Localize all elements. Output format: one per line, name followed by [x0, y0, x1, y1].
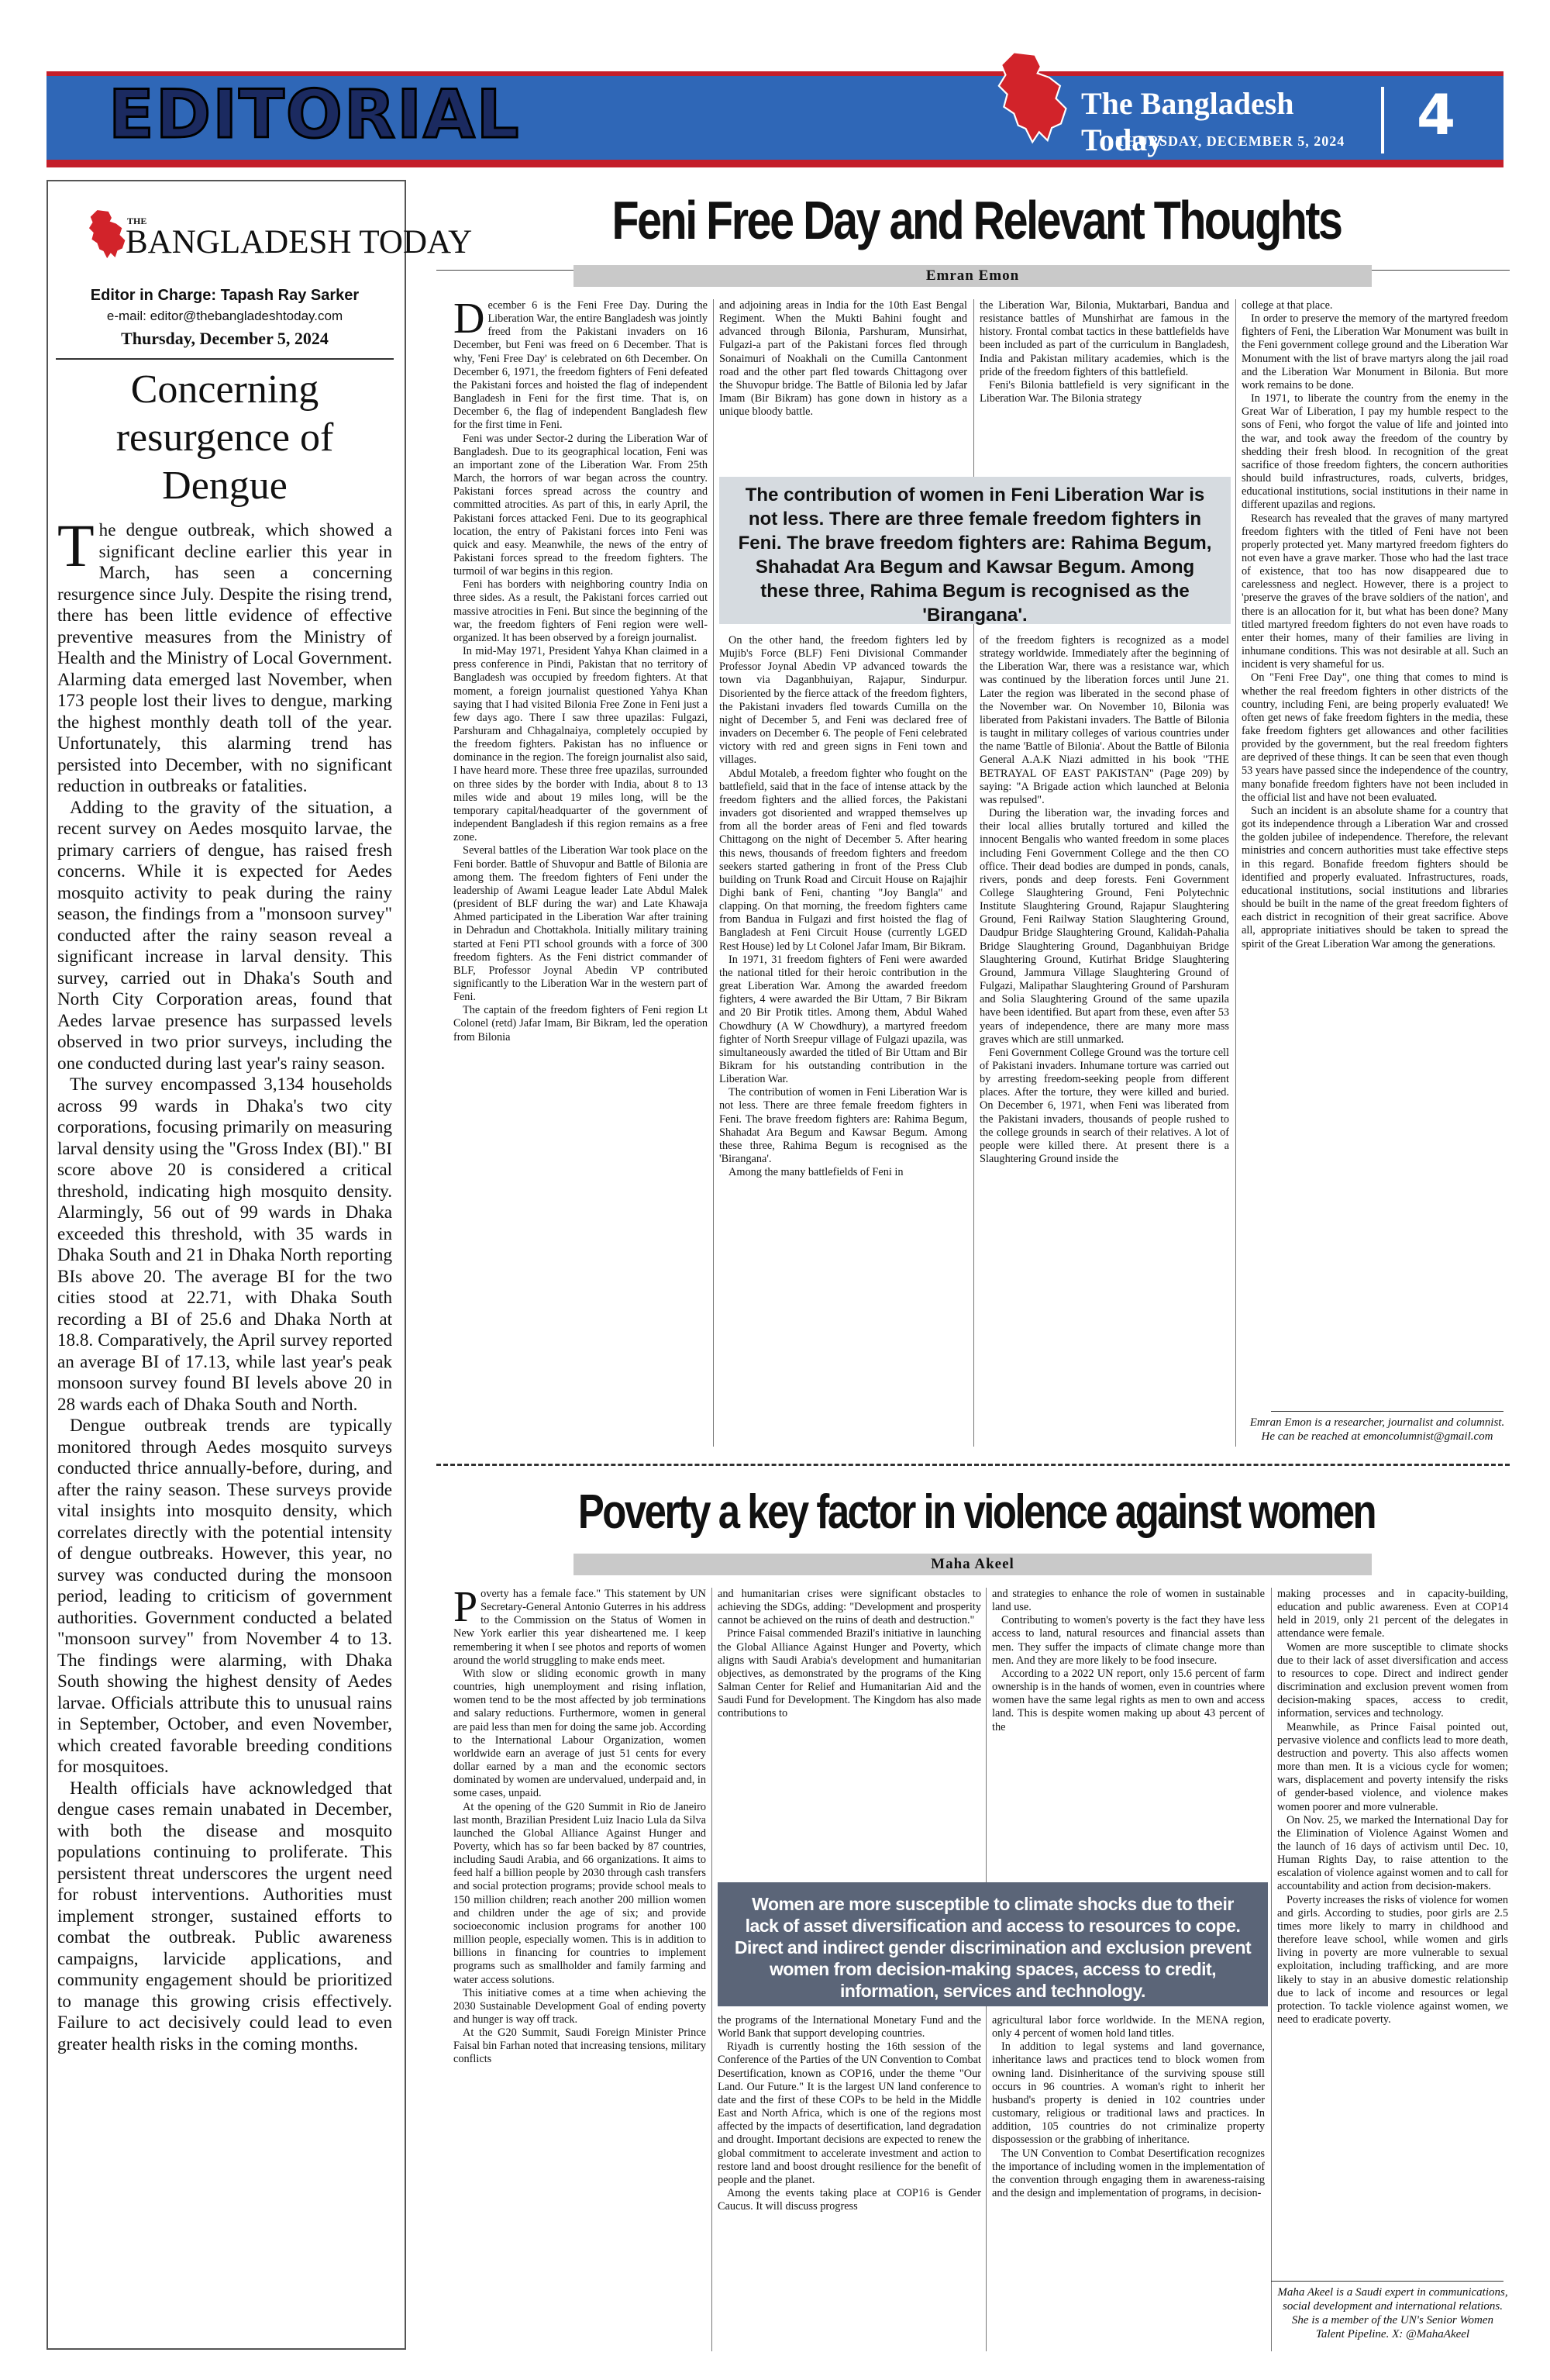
- drop-cap: T: [57, 519, 95, 579]
- paragraph: the programs of the International Monetary Fund and the World Bank that support developing countries.: [718, 2014, 981, 2040]
- paragraph: Riyadh is currently hosting the 16th session of the Conference of the Parties of the UN Convention to Combat Desertification, known as COP16, under the theme "Our Land. Our Future." It is the largest UN land conference to date and the first of these COPs to be held in the Middle East and North Africa, which is one of the regions most affected by the impacts of desertification, land degradation and drought. Important decisions are expected to renew the global commitment to accelerate investment and action to restore land and boost drought resilience for the benefit of people and the planet.: [718, 2040, 981, 2186]
- byline: Emran Emon: [574, 265, 1372, 287]
- paragraph: At the G20 Summit, Saudi Foreign Minister Prince Faisal bin Farhan noted that increasing tensions, military conflicts: [453, 2026, 706, 2066]
- article-column: [980, 634, 1229, 1448]
- bangladesh-map-icon: [980, 48, 1081, 149]
- paragraph: In addition to legal systems and land governance, inheritance laws and practices tend to block women from owning land. Disinheritance of the surviving spouse still occurs in 96 countries. A woman's right to inherit her husband's property is denied in 102 countries under customary, religious or traditional laws and practices. In addition, 105 countries do not criminalize property dispossession or the grabbing of inheritance.: [992, 2040, 1265, 2147]
- paragraph: The survey encompassed 3,134 households across 99 wards in Dhaka's two city corporations, focusing primarily on measuring larval density using the "Gross Index (BI)." BI score above 20 is considered a critical threshold, indicating high mosquito density. Alarmingly, 56 out of 99 wards in Dhaka exceeded this threshold, with 35 wards in Dhaka South and 21 in Dhaka North reporting BIs above 20. The average BI for the two cities stood at 22.71, with Dhaka South recording a BI of 25.6 and Dhaka North at 18.8. Comparatively, the April survey reported an average BI of 17.13, while last year's peak monsoon survey found BI levels above 20 in 28 wards each of Dhaka South and North.: [57, 1074, 392, 1414]
- paragraph: and adjoining areas in India for the 10th East Bengal Regiment. When the Mukti Bahini fought and advanced through Bilonia, Parshuram, Munsirhat, Fulgazi-a part of the Pakistani forces fled through Sonaimuri of Noakhali on the Cumilla Cantonment road and the other part fled towards Chittagong over the Shuvopur bridge. The Battle of Bilonia led by Jafar Imam (Bir Bikram) has gone down in history as a unique bloody battle.: [719, 299, 967, 419]
- article-headline: Poverty a key factor in violence against women: [577, 1485, 1376, 1539]
- pull-quote: The contribution of women in Feni Liberation War is not less. There are three female freedom fighters in Feni. The brave freedom fighters are: Rahima Begum, Shahadat Ara Begum and Kawsar Begum. Among these three, Rahima Begum is recognised as the 'Birangana'.: [719, 477, 1231, 624]
- column-rule: [1235, 299, 1236, 1447]
- article-column: [719, 634, 967, 1448]
- article-column: [718, 1588, 981, 1873]
- article-column: [980, 299, 1229, 471]
- article-column: [1277, 1588, 1508, 2278]
- column-rule: [1271, 1588, 1272, 2351]
- article-headline: Feni Free Day and Relevant Thoughts: [611, 190, 1342, 250]
- byline: Maha Akeel: [574, 1554, 1372, 1575]
- paragraph: Feni's Bilonia battlefield is very significant in the Liberation War. The Bilonia strategy: [980, 378, 1229, 405]
- page-number: 4: [1417, 82, 1456, 147]
- paragraph: making processes and in capacity-building, education and public awareness. Even at COP14 held in 2019, only 21 percent of the delegates in attendance were female.: [1277, 1588, 1508, 1640]
- paragraph: the Liberation War, Bilonia, Muktarbari, Bandua and resistance battles of Munshirhat are famous in the history. Frontal combat tactics in these battlefields have been included as part of the curriculum in Bangladesh, India and Pakistan military academies, which is the pride of the freedom fighters of this battlefield.: [980, 299, 1229, 378]
- paragraph: The captain of the freedom fighters of Feni region Lt Colonel (retd) Jafar Imam, Bir Bikram, led the operation from Bilonia: [453, 1004, 708, 1043]
- paragraph: agricultural labor force worldwide. In the MENA region, only 4 percent of women hold land titles.: [992, 2014, 1265, 2040]
- author-note: Emran Emon is a researcher, journalist and columnist. He can be reached at emoncolumnist@gmail.com: [1249, 1416, 1505, 1443]
- paragraph: The contribution of women in Feni Liberation War is not less. There are three female freedom fighters in Feni. The brave freedom fighters are: Rahima Begum, Shahadat Ara Begum and Kawsar Begum. Among these three, Rahima Begum is recognised as the 'Birangana'.: [719, 1086, 967, 1166]
- drop-cap: D: [453, 299, 485, 343]
- paragraph: On the other hand, the freedom fighters led by Mujib's Force (BLF) Feni Divisional Commander Professor Joynal Abedin VP advanced towards the town via Daganbhuiyan, Rajapur, Sindurpur. Disoriented by the fierce attack of the freedom fighters, the Pakistani invaders fled towards Cumilla on the night of December 5, and Feni was declared free of invaders on December 6. The people of Feni celebrated victory with red and green signs in Feni town and villages.: [719, 634, 967, 767]
- column-rule: [973, 299, 974, 1447]
- pull-quote: Women are more susceptible to climate shocks due to their lack of asset diversification and access to resources to cope. Direct and indirect gender discrimination and exclusion prevent women from decision-making spaces, access to credit, information, services and technology.: [718, 1882, 1268, 2006]
- paragraph: Contributing to women's poverty is the fact they have less access to land, natural resources and financial assets than men. They suffer the impacts of climate change more than men. And they are more likely to be food insecure.: [992, 1614, 1265, 1667]
- article-column: [718, 2014, 981, 2351]
- paragraph: and humanitarian crises were significant obstacles to achieving the SDGs, adding: "Development and prosperity cannot be achieved on the ruins of death and destruction.": [718, 1588, 981, 1627]
- paragraph: In order to preserve the memory of the martyred freedom fighters of Feni, the Liberation War Monument was built in the Feni government college ground and the Liberation War Monument with the list of brave martyrs along the jail road and the Liberation War Monument in Bilonia. But more work remains to be done.: [1242, 312, 1508, 391]
- paragraph: Research has revealed that the graves of many martyred freedom fighters with the titled of Feni have not been properly protected yet. Many martyred freedom fighters do not even have a grave marker. Those who had the last trace of existence, that too has now disappeared due to carelessness and neglect. However, there is a project to 'preserve the graves of the brave soldiers of the nation', and there is an allocation for it, but what has been done? Many titled martyred freedom fighters do not even have roads to enter their homes, many of their families are living in inhumane conditions. This was not desirable at all. Such an incident is very shameful for us.: [1242, 512, 1508, 671]
- paragraph: On "Feni Free Day", one thing that comes to mind is whether the real freedom fighters in other districts of the country, including Feni, are being properly evaluated! We often get news of fake freedom fighters in the media, these fake freedom fighters get allowances and other facilities provided by the government, but the real freedom fighters are deprived of these things. It can be seen that even though 53 years have passed since the independence of the country, many bonafide freedom fighters have not been included in the official list and have not been evaluated.: [1242, 671, 1508, 804]
- paragraph: Adding to the gravity of the situation, a recent survey on Aedes mosquito larvae, the primary carriers of dengue, has raised fresh concerns. While it is expected for Aedes mosquito activity to peak during the rainy season, the findings from a "monsoon survey" conducted after the rainy season reveal a significant increase in larval density. This survey, carried out in Dhaka's South and North City Corporation areas, found that Aedes larvae presence has surpassed levels observed in two prior surveys, including the one conducted during last year's rainy season.: [57, 796, 392, 1073]
- sidebar-date: Thursday, December 5, 2024: [121, 329, 329, 348]
- article-column: [453, 1588, 706, 2351]
- paragraph: In mid-May 1971, President Yahya Khan claimed in a press conference in Pindi, Pakistan that no territory of Bangladesh was occupied by freedom fighters. At that moment, a foreign journalist questioned Yahya Khan saying that I had visited Bilonia Free Zone in Feni just a few days ago. There I saw three upazilas: Fulgazi, Parshuram and Chhagalnaiya, completely occupied by the freedom fighters. Pakistan has no influence or dominance in the region. The foreign journalist also said, I have heard more. These three free upazilas, surrounded on three sides by the border with India, about 8 to 13 miles wide and about 19 miles long, will be the temporary capital/headquarter of the government of independent Bangladesh if this region remains as a free zone.: [453, 645, 708, 844]
- paragraph: Such an incident is an absolute shame for a country that got its independence through a Liberation War and crossed the golden jubilee of independence. Therefore, the relevant ministries and concern authorities must take effective steps in this regard. Bonafide freedom fighters should be identified and properly evaluated. Infrastructures, roads, educational institutions, social institutions and libraries should be built in the name of the great freedom fighters of each district in recognition of their great sacrifice. Above all, appropriate initiatives should be taken to spread the spirit of the Great Liberation War among the generations.: [1242, 804, 1508, 950]
- header-divider: [1381, 87, 1384, 153]
- drop-cap: P: [453, 1588, 478, 1631]
- paragraph: Feni was under Sector-2 during the Liberation War of Bangladesh. Due to its geographical location, Feni was an important zone of the Liberation War. From 25th March, the horrors of war began across the country. Pakistani forces spread across the country and committed atrocities. As part of this, in early April, the Pakistani forces attacked Feni. Due to its geographical location, the entry of Pakistani forces into Feni was quick and easy. Meanwhile, the news of the entry of Pakistani forces spread to the freedom fighters. The turmoil of war begins in this region.: [453, 432, 708, 578]
- column-rule: [713, 299, 714, 1447]
- paragraph: The dengue outbreak, which showed a significant decline earlier this year in March, has seen a concerning resurgence since July. Despite the rising trend, there has been little evidence of effective preventive measures from the Ministry of Health and the Ministry of Local Government. Alarming data emerged last November, when 173 people lost their lives to dengue, marking the highest monthly death toll of the year. Unfortunately, this alarming trend has persisted into December, with no significant reduction in outbreaks or fatalities.: [57, 519, 392, 795]
- paragraph: of the freedom fighters is recognized as a model strategy worldwide. Immediately after the beginning of the Liberation War, there was a resistance war, which was continued by the liberation forces until June 21. Later the region was liberated in the second phase of the November war. On November 10, Bilonia was liberated from Pakistani invaders. The Battle of Bilonia is taught in military colleges of various countries under the name 'Battle of Bilonia'. About the Battle of Bilonia General A.A.K Niazi admitted in his book "THE BETRAYAL OF EAST PAKISTAN" (Page 209) by saying: "A Brigade action which launched at Belonia was repulsed".: [980, 634, 1229, 806]
- section-title: EDITORIAL: [108, 76, 521, 153]
- paragraph: Poverty increases the risks of violence for women and girls. According to studies, poor girls are 2.5 times more likely to marry in childhood and therefore leave school, while women and girls living in poverty are more vulnerable to sexual exploitation, including trafficking, and are more likely to stay in an abusive domestic relationship due to lack of income and resources or legal protection. To tackle violence against women, we need to eradicate poverty.: [1277, 1893, 1508, 2026]
- brand-name: The Bangladesh Today: [1081, 86, 1294, 157]
- paragraph: During the liberation war, the invading forces and their local allies brutally tortured and killed the innocent Bengalis who wanted freedom in some places including Feni Government College and the then CO office. Their dead bodies are dumped in ponds, canals, rivers, ponds and deep forests. Feni Government College Slaughtering Ground, Feni Polytechnic Institute Slaughtering Ground, Rajapur Slaughtering Ground, Feni Railway Station Slaughtering Ground, Daudpur Bridge Slaughtering Ground, Kalidah-Pahalia Bridge Slaughtering Ground, Daganbhuiyan Bridge Slaughtering Ground, Kutirhat Bridge Slaughtering Ground, Jammura Village Slaughtering Ground of Fulgazi, Malipathar Slaughtering Ground of Parshuram and Solia Slaughtering Ground of the same upazila have been identified. But apart from these, even after 53 years of independence, there are many more mass graves which are still unmarked.: [980, 807, 1229, 1046]
- paragraph: Several battles of the Liberation War took place on the Feni border. Battle of Shuvopur and Battle of Bilonia are among them. The freedom fighters of Feni under the leadership of Awami League leader Late Abdul Malek (president of BLF during the war) and Late Khawaja Ahmed participated in the Liberation War after training in Dehradun and Chottakhola. Initially military training started at Feni PTI school grounds with a force of 300 freedom fighters. As the Feni district commander of BLF, Professor Joynal Abedin VP contributed significantly to the Liberation War in the western part of Feni.: [453, 844, 708, 1004]
- paragraph: Prince Faisal commended Brazil's initiative in launching the Global Alliance Against Hunger and Poverty, which aligns with Saudi Arabia's development and humanitarian objectives, as demonstrated by the programs of the King Salman Center for Relief and Humanitarian Aid and the Saudi Fund for Development. The Kingdom has also made contributions to: [718, 1627, 981, 1720]
- paragraph: According to a 2022 UN report, only 15.6 percent of farm ownership is in the hands of women, even in countries where women have the same legal rights as men to own and access land. This is despite women making up about 43 percent of the: [992, 1667, 1265, 1733]
- editor-email[interactable]: e-mail: editor@thebangladeshtoday.com: [106, 309, 343, 323]
- logo-text: BANGLADESH TODAY: [126, 224, 473, 260]
- logo-the: THE: [127, 216, 147, 226]
- paragraph: Dengue outbreak trends are typically monitored through Aedes mosquito surveys conducted thrice annually-before, during, and after the rainy season. These surveys provide vital insights into mosquito density, which correlates directly with the potential intensity of dengue outbreaks. However, this year, no survey was conducted during the monsoon period, leading to criticism of government authorities. Government conducted a belated "monsoon survey" from November 4 to 13. The findings were alarming, with Dhaka South showing the highest density of Aedes larvae. Officials attribute this to unusual rains in September, October, and even November, which created favorable breeding conditions for mosquitoes.: [57, 1415, 392, 1776]
- paragraph: Among the many battlefields of Feni in: [728, 1166, 904, 1179]
- paragraph: and strategies to enhance the role of women in sustainable land use.: [992, 1588, 1265, 1614]
- paragraph: Abdul Motaleb, a freedom fighter who fought on the battlefield, said that in the face of intense attack by the freedom fighters and the allied forces, the Pakistani invaders got disoriented and wrapped themselves up from all the border areas of Feni and fled towards Chittagong on the night of December 5. After hearing this news, thousands of freedom fighters and freedom seekers started gathering in front of the Press Club building on Trunk Road and Circuit House on Rajajhir Dighi bank of Feni, chanting "Joy Bangla" and clapping. On that morning, the freedom fighters came from Bandua in Fulgazi and first hoisted the flag of Bangladesh at Feni Circuit House (currently LGED Rest House) led by Lt Colonel Jafar Imam, Bir Bikram.: [719, 767, 967, 953]
- paragraph: In 1971, to liberate the country from the enemy in the Great War of Liberation, I pay my humble respect to the sons of Feni, who forgot the value of life and jointed into the war, and took away the freedom of the country by shedding their fresh blood. In recognition of the great sacrifice of those freedom fighters, the concern authorities should build infrastructures, roads, culverts, bridges, educational institutions, social institutions in their name in different upazilas and regions.: [1242, 392, 1508, 512]
- author-note: Maha Akeel is a Saudi expert in communications, social development and international relations. She is a member of the UN's Senior Women Talent Pipeline. X: @MahaAkeel: [1277, 2286, 1508, 2340]
- editor-credit: Editor in Charge: Tapash Ray Sarker: [90, 287, 360, 304]
- editorial-headline: Concerning resurgence of Dengue: [115, 367, 334, 508]
- logo-map-icon: [84, 208, 129, 262]
- article-column: [453, 299, 708, 1447]
- paragraph: Feni has borders with neighboring country India on three sides. As a result, the Pakistani forces carried out massive atrocities in Feni. But since the beginning of the war, the freedom fighters of Feni region were well-organized. It has been observed by a foreign journalist.: [453, 578, 708, 644]
- article-separator: [436, 1464, 1510, 1466]
- article-column: [992, 1588, 1265, 1873]
- column-rule: [711, 1588, 712, 2351]
- paragraph: December 6 is the Feni Free Day. During the Liberation War, the entire Bangladesh was jointly freed from the Pakistani invaders on 16 December, but Feni was freed on 6 December. That is why, 'Feni Free Day' is celebrated on 6th December. On December 6, 1971, the freedom fighters of Feni defeated the Pakistani forces and hoisted the flag of independent Bangladesh in Feni for the first time. That is, on December 6, the flag of independent Bangladesh flew for the first time in Feni.: [453, 299, 708, 432]
- paragraph: Women are more susceptible to climate shocks due to their lack of asset diversification and access to resources to cope. Direct and indirect gender discrimination and exclusion prevent women from decision-making spaces, access to credit, information, services and technology.: [1277, 1640, 1508, 1720]
- paragraph: In 1971, 31 freedom fighters of Feni were awarded the national titled for their heroic contribution in the great Liberation War. Among the awarded freedom fighters, 4 were awarded the Bir Uttam, 7 Bir Bikram and 20 Bir Protik titles. Among them, Abdul Wahed Chowdhury (A W Chowdhury), a martyred freedom fighter of North Sreepur village of Fulgazi upazila, was simultaneously awarded the titled of Bir Uttam and Bir Bikram for his outstanding contribution in the Liberation War.: [719, 953, 967, 1086]
- paragraph: Meanwhile, as Prince Faisal pointed out, pervasive violence and conflicts lead to more death, destruction and poverty. This also affects women more than men. It is a vicious cycle for women; wars, displacement and poverty intensify the risks of gender-based violence, and violence makes women poorer and more vulnerable.: [1277, 1720, 1508, 1813]
- editorial-body: [57, 519, 392, 2330]
- divider: [1271, 2281, 1504, 2282]
- paragraph: On Nov. 25, we marked the International Day for the Elimination of Violence Against Women and the launch of 16 days of activism until Dec. 10, Human Rights Day, to raise attention to the escalation of violence against women and to call for accountability and action from decision-makers.: [1277, 1813, 1508, 1893]
- divider: [1271, 1411, 1504, 1412]
- divider: [56, 358, 394, 360]
- paragraph: With slow or sliding economic growth in many countries, high unemployment and rising inflation, women tend to be the most affected by job terminations and salary reductions. Furthermore, women in general are paid less than men for doing the same job. According to the International Labour Organization, women worldwide earn an average of just 51 cents for every dollar earned by a man and the economic sectors dominated by women are undervalued, underpaid and, in some cases, unpaid.: [453, 1667, 706, 1800]
- issue-date: THURSDAY, DECEMBER 5, 2024: [1116, 133, 1345, 149]
- paragraph: college at that place.: [1242, 299, 1333, 312]
- paragraph: The UN Convention to Combat Desertification recognizes the importance of including women in the implementation of the convention through engaging them in awareness-raising and the design and implementation of programs, in decision-: [992, 2147, 1265, 2200]
- paragraph: At the opening of the G20 Summit in Rio de Janeiro last month, Brazilian President Luiz Inacio Lula da Silva launched the Global Alliance Against Hunger and Poverty, which has so far been backed by 87 countries, including Saudi Arabia, and 66 organizations. It aims to feed half a billion people by 2030 through cash transfers and social protection programs; provide school meals to 150 million children; reach another 200 million women and children under the age of six; and provide socioeconomic inclusion programs for another 100 million people, especially women. This is in addition to billions in financing for countries to implement programs such as smallholder and family farming and water access solutions.: [453, 1800, 706, 1986]
- article-column: [719, 299, 967, 471]
- paragraph: Among the events taking place at COP16 is Gender Caucus. It will discuss progress: [718, 2187, 981, 2213]
- article-column: [992, 2014, 1265, 2351]
- paragraph: Poverty has a female face." This statement by UN Secretary-General Antonio Guterres in his address to the Commission on the Status of Women in New York earlier this year disheartened me. I keep remembering it when I see photos and reports of women around the world struggling to make ends meet.: [453, 1588, 706, 1667]
- paragraph: This initiative comes at a time when achieving the 2030 Sustainable Development Goal of ending poverty and hunger is way off track.: [453, 1986, 706, 2026]
- paragraph: Feni Government College Ground was the torture cell of Pakistani invaders. Inhumane torture was carried out by arresting freedom-seeking people from different places. After the torture, they were killed and buried. On December 6, 1971, when Feni was liberated from the Pakistani invaders, thousands of people rushed to the college grounds in search of their relatives. A lot of people were killed there. At present there is a Slaughtering Ground inside the: [980, 1046, 1229, 1166]
- paragraph: Health officials have acknowledged that dengue cases remain unabated in December, with both the disease and mosquito populations continuing to proliferate. This persistent threat underscores the urgent need for robust interventions. Authorities must implement stronger, sustained efforts to combat the outbreak. Public awareness campaigns, larvicide applications, and community engagement should be prioritized to manage this growing crisis effectively. Failure to act decisively could lead to even greater health risks in the coming months.: [57, 1777, 392, 2054]
- article-column: [1242, 299, 1508, 1404]
